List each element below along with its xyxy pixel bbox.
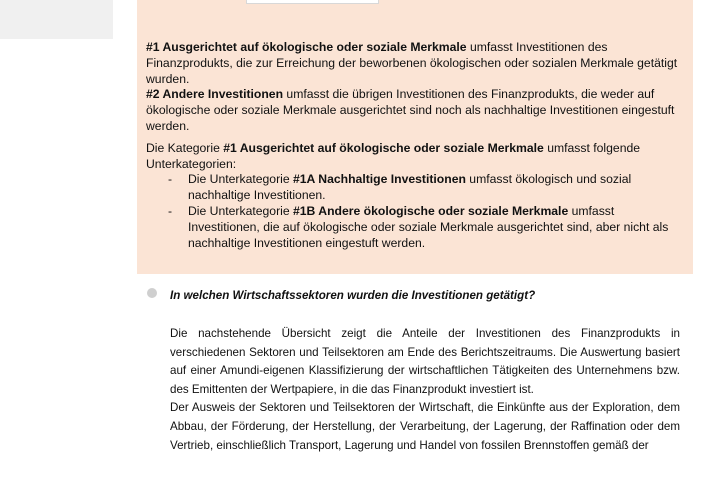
definition-item-1-text: umfasst Investitionen des Finanzprodukts, die zur Erreichung der beworbenen ökologischen oder sozialen Merkmale getätigt wurden. — [146, 40, 678, 86]
box-top-tab — [246, 0, 379, 4]
definition-text — [146, 40, 686, 251]
subcategory-term: #1B Andere ökologische oder soziale Merkmale — [293, 203, 569, 218]
definition-item-2-term: #2 Andere Investitionen — [146, 87, 284, 102]
question-bullet-icon — [147, 288, 157, 298]
gray-background-block — [0, 0, 113, 39]
section-question: In welchen Wirtschaftssektoren wurden die Investitionen getätigt? — [170, 289, 536, 302]
category-intro — [146, 141, 686, 173]
category-prefix: Die Kategorie — [146, 140, 224, 155]
subcategory-item — [146, 204, 686, 251]
body-text — [170, 325, 680, 455]
subcategory-text: umfasst Investitionen, die auf ökologische oder soziale Merkmale ausgerichtet sind, aber nicht als nachhaltige Investitionen eingestuft werden. — [188, 203, 669, 250]
definition-item-1-term: #1 Ausgerichtet auf ökologische oder soziale Merkmale — [146, 40, 467, 54]
category-suffix: umfasst folgende Unterkategorien: — [146, 140, 641, 171]
subcategory-term: #1A Nachhaltige Investitionen — [293, 172, 466, 187]
subcategory-prefix: Die Unterkategorie — [188, 203, 293, 218]
definition-item-2 — [146, 87, 686, 134]
paragraph: Die nachstehende Übersicht zeigt die Anteile der Investitionen des Finanzprodukts in verschiedenen Sektoren und Teilsektoren am Ende des Berichtszeitraums. Die Auswertung basiert auf einer Amundi-eigenen Klassifizierung der wirtschaftlichen Tätigkeiten des Unternehmens bzw. des Emittenten der Wertpapiere, in die das Finanzprodukt investiert ist. — [170, 327, 680, 396]
subcategory-list — [146, 172, 686, 251]
dash-bullet: - — [168, 172, 173, 187]
subcategory-text: umfasst ökologisch und sozial nachhaltige Investitionen. — [188, 172, 632, 203]
subcategory-prefix: Die Unterkategorie — [188, 172, 293, 187]
subcategory-item — [146, 172, 686, 204]
dash-bullet: - — [168, 203, 173, 218]
definition-item-2-text: umfasst die übrigen Investitionen des Finanzprodukts, die weder auf ökologische oder soziale Merkmale ausgerichtet sind noch als nachhaltige Investitionen eingestuft werden. — [146, 87, 675, 133]
definition-item-1 — [146, 40, 686, 87]
category-term: #1 Ausgerichtet auf ökologische oder soziale Merkmale — [223, 140, 544, 155]
paragraph: Der Ausweis der Sektoren und Teilsektoren der Wirtschaft, die Einkünfte aus der Exploration, dem Abbau, der Förderung, der Herstellung, der Verarbeitung, der Lagerung, der Raffination oder dem Vertrieb, einschließlich Transport, Lagerung und Handel von fossilen Brennstoffen gemäß der — [170, 401, 680, 452]
